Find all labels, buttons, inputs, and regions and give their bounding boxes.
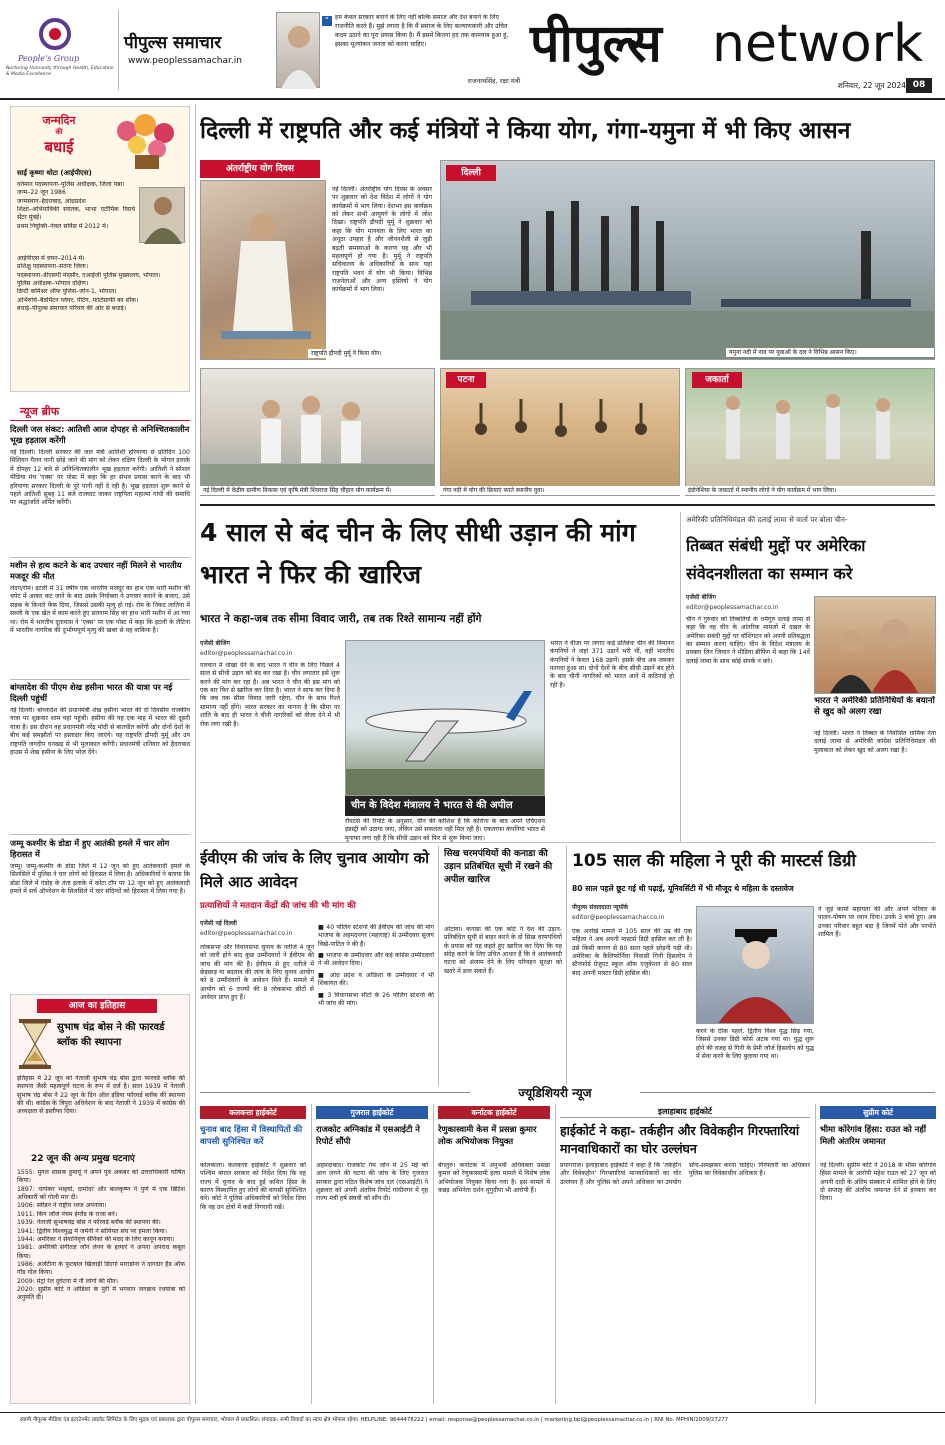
news-brief-item xyxy=(10,682,190,832)
tibet-headline: तिब्बत संबंधी मुद्दों पर अमेरिका संवेदनशीलता का सम्मान करे xyxy=(686,536,866,583)
delhi-label: दिल्ली xyxy=(446,165,496,181)
court-label: इलाहाबाद हाईकोर्ट xyxy=(560,1106,810,1118)
group-tagline: Nurturing Humanity through Health, Education & Media Excellence xyxy=(6,66,114,77)
brief-body: जम्मू। जम्मू-कश्मीर के डोडा जिले में 12 जून को हुए आतंकवादी हमले के सिलसिले में पुलिस ने चार लोगों को हिरासत में लिया है। अधिकारियों ने बताया कि डोडा जिले में गंडोह के तंता इलाके में कोटा टॉप पर 12 जून को हुए आतंकवादी हमले में सर्च ऑपरेशन के सिलसिले में चार संदिग्धों को हिरासत में लिया गया है। xyxy=(10,863,190,896)
sikh-body: ओटावा। कनाडा की एक कोर्ट ने देश की उड़ान-प्रतिबंधित सूची से बाहर करने के दो सिख चरमपंथियों के प्रयास को यह कहते हुए खारिज कर दिया कि यह संदेह करने के लिए उचित आधार हैं कि वे आतंकवादी घटना को अंजाम देने के लिए परिवहन सुरक्षा को खतरे में डाल सकते हैं। xyxy=(444,926,562,975)
birthday-details-2 xyxy=(17,255,185,314)
dalai-lama-photo xyxy=(814,596,936,694)
evm-headline: ईवीएम की जांच के लिए चुनाव आयोग को मिले आठ आवेदन xyxy=(200,849,430,891)
history-label: आज का इतिहास xyxy=(37,999,157,1013)
intl-yoga-body: नई दिल्ली। अंतर्राष्ट्रीय योग दिवस के अवसर पर शुक्रवार को देश विदेश में लोगों ने योग कार्यक्रमों में भाग लिया। देशभर इस कार्यक्रम को लेकर सभी आयुवर्ग के लोगों में जोश दिखा। राष्ट्रपति द्रौपदी मुर्मू ने शुक्रवार को कहा कि योग मानवता के लिए भारत का अनूठा उपहार है और जीवनशैली से जुड़ी बढ़ती समस्याओं के कारण यह और भी महत्वपूर्ण हो गया है। मुर्मू ने राष्ट्रपति सचिवालय के अधिकारियों के साथ यहां राष्ट्रपति भवन में योग भी किया। विभिन्न राजनेताओं और अन्य हस्तियों ने योग कार्यक्रमों में भाग लिया। xyxy=(332,186,432,294)
president-caption: राष्ट्रपति द्रौपदी मुर्मू ने किया योग। xyxy=(308,349,434,358)
hourglass-icon xyxy=(17,1017,53,1071)
quote-mark-icon: “ xyxy=(322,16,332,26)
events-list xyxy=(17,1169,185,1401)
person-icon xyxy=(277,13,321,89)
flowers-icon xyxy=(109,111,185,171)
birthday-heading-mid: की xyxy=(55,128,63,136)
birthday-line: आईपीएस में चयन–2014 में। xyxy=(17,255,85,262)
website-url[interactable]: www.peoplessamachar.in xyxy=(128,56,242,66)
china-byline: एजेंसी बीजिंग xyxy=(200,640,230,647)
title-hindi: पीपुल्स xyxy=(530,14,662,74)
footer-imprint: स्वामी पीपुल्स मीडिया एंड इंटरटेनमेंट प्राइवेट लिमिटेड के लिए मुद्रक एवं प्रकाशक द्वारा पीपुल्स समाचार, भोपाल से प्रकाशित। संपादक: सभी विवादों का न्याय क्षेत्र भोपाल रहेगा। HELPLINE: 9644478222 | email: response@peoplessamachar.co.in | marketing.bpl@peoplessamachar.co.in | RNI No. MPHIN/2009/27277 xyxy=(20,1417,729,1423)
graduate-icon xyxy=(697,907,814,1024)
brief-title: जम्मू कश्मीर के डोडा में हुए आतंकी हमले में चार लोग हिरासत में xyxy=(10,838,170,860)
woman-email[interactable]: editor@peoplessamachar.co.in xyxy=(572,914,665,921)
news-brief-label: न्यूज ब्रीफ xyxy=(20,405,60,418)
birthday-box xyxy=(10,106,190,392)
birthday-line: प्रशिक्षु पदस्थापना–सतना जिला। xyxy=(17,263,89,271)
evm-bullet: ■ भाजपा के उम्मीदवार और कई कांग्रेस उम्मीदवारों ने भी आवेदन दिया। xyxy=(318,952,434,968)
patna-label: पटना xyxy=(446,372,486,388)
birthday-line: वर्तमान पदस्थापना–पुलिस अधीक्षक, जिला पन्ना। xyxy=(17,181,125,188)
event-item: 1941: द्वितीय विश्वयुद्ध में जर्मनी ने सोवियत संघ पर हमला किया। xyxy=(17,1227,167,1235)
evm-email[interactable]: editor@peoplessamachar.co.in xyxy=(200,930,293,937)
judiciary-title: राजकोट अग्निकांड में एसआईटी ने रिपोर्ट सौंपी xyxy=(316,1124,420,1146)
quote-photo xyxy=(276,12,320,88)
china-email[interactable]: editor@peoplessamachar.co.in xyxy=(200,650,293,657)
evm-bullet-text: 3 विधानसभा सीटों के 26 पोलिंग स्टेशनों की भी जांच की मांग। xyxy=(318,991,434,1007)
boat-yoga-icon xyxy=(441,161,935,360)
woman-body-1: एक अनोखे मामले में 105 साल की उम्र की एक महिला ने अब अपनी मास्टर्स डिग्री हासिल कर ली है। उसे किसी कारण से 80 साल पहले छोड़नी पड़ी थी। अमेरिका के कैलिफोर्निया निवासी गिनी हिसलोप ने स्टैनफोर्ड ग्रेजुएट स्कूल ऑफ एजुकेशन से 80 साल बाद अपनी मास्टर डिग्री हासिल की। xyxy=(572,928,692,977)
judiciary-body: नई दिल्ली। सुप्रीम कोर्ट ने 2018 के भीमा कोरेगांव हिंसा मामले के आरोपी महेश राउत को 27 जून को अपनी दादी के अंतिम संस्कार में शामिल होने के लिए दो सप्ताह की अंतरिम जमानत देने से इनकार कर दिया। xyxy=(820,1162,936,1203)
news-brief-item xyxy=(10,838,190,988)
evm-bullet: ■ 3 विधानसभा सीटों के 26 पोलिंग स्टेशनों की भी जांच की मांग। xyxy=(318,991,434,1007)
court-tag: कलकत्ता हाईकोर्ट xyxy=(200,1106,306,1119)
tibet-email[interactable]: editor@peoplessamachar.co.in xyxy=(686,604,779,611)
birthday-line: बधाई–पीपुल्स समाचार परिवार की ओर से बधाई। xyxy=(17,305,127,313)
evm-bullet-text: 40 पोलिंग स्टेशनों की ईवीएम की जांच की मांग भाजपा के अहमदनगर (महाराष्ट्र) से उम्मीदवार सुजय विखे-पाटिल ने की है। xyxy=(318,924,434,948)
woman-headline: 105 साल की महिला ने पूरी की मास्टर्स डिग्री xyxy=(572,851,856,871)
event-item: 1939: नेताजी सुभाषचंद्र बोस ने फॉरवर्ड ब्लॉक की स्थापना की। xyxy=(17,1219,161,1227)
event-item: 1555: मुगल शासक हुमायूं ने अपने पुत्र अकबर को उत्तराधिकारी घोषित किया। xyxy=(17,1169,185,1185)
delhi-boat-photo xyxy=(440,160,935,360)
judiciary-title: भीमा कोरेगांव हिंसा: राउत को नहीं मिली अंतरिम जमानत xyxy=(820,1124,926,1146)
evm-body: लोकसभा और विधानसभा चुनाव के नतीजे 4 जून को जारी होने बाद कुछ उम्मीदवारों ने ईवीएम की जांच की मांग की है। ईवीएम से हुए नतीजे में छेड़छाड़ या बदलाव की जांच के लिए चुनाव आयोग को 8 उम्मीदवारों के आवेदन मिले हैं। मामले में आयोग को 6 राज्यों की 8 लोकसभा सीटों से आवेदन प्राप्त हुए हैं। xyxy=(200,944,314,1002)
airplane-icon xyxy=(346,641,545,796)
events-title: 22 जून की अन्य प्रमुख घटनाएं xyxy=(31,1154,135,1164)
court-tag: गुजरात हाईकोर्ट xyxy=(316,1106,428,1119)
birthday-line: शिक्षा–अभियांत्रिकी स्नातक, भाभा एटॉमिक रिसर्च सेंटर मुंबई। xyxy=(17,206,135,222)
evm-bullet: ■ आंध्र प्रदेश व ओडिशा के उम्मीदवार ने भी शिकायत की। xyxy=(318,971,434,988)
sikh-headline: सिख चरमपंथियों की कनाडा की उड़ान प्रतिबंधित सूची में रखने की अपील खारिज xyxy=(444,849,553,886)
history-box xyxy=(10,994,190,1404)
event-item: 1906: स्वीडन ने राष्ट्रीय ध्वज अपनाया। xyxy=(17,1202,107,1210)
china-subhead: भारत ने कहा-जब तक सीमा विवाद जारी, तब तक रिश्ते सामान्य नहीं होंगे xyxy=(200,613,482,625)
quote-author: राजनाथसिंह, रक्षा मंत्री xyxy=(467,77,520,85)
group-logo-icon xyxy=(30,14,80,54)
birthday-name: साईं कृष्णा थोटा (आईपीएस) xyxy=(17,169,92,177)
title-network: network xyxy=(712,14,924,74)
birthday-line: प्रथम नियुक्ति–नेवल सर्विस में 2012 में। xyxy=(17,222,109,230)
woman-subhead: 80 साल पहले छूट गई थी पढ़ाई, यूनिवर्सिटी में भी मौजूद थे महिला के दस्तावेज xyxy=(572,884,794,893)
evm-subhead: प्रत्याशियों ने मतदान केंद्रों की जांच की भी मांग की xyxy=(200,901,356,911)
river-yoga-icon xyxy=(441,369,680,496)
judiciary-body: बेंगलुरु। कर्नाटक में अनुभवी अधिवक्ता प्रसन्ना कुमार को रेणुकास्वामी हत्या मामले में विशेष लोक अभियोजक नियुक्त किया गया है। इस मामले में कन्नड़ अभिनेता दर्शन थूगुदीपा भी आरोपी हैं। xyxy=(438,1162,550,1195)
masthead xyxy=(0,0,945,100)
tibet-photo-caption: भारत ने अमेरिकी प्रतिनिधियों के बयानों से खुद को अलग रखा xyxy=(814,696,935,718)
judiciary-body: प्रयागराज। इलाहाबाद हाईकोर्ट ने कहा है कि 'तर्कहीन और विवेकहीन' गिरफ्तारियां मानवाधिकारों का घोर उल्लंघन हैं और पुलिस को अपने अधिकार का उपयोग सोच-समझकर करना चाहिए। गिरफ्तारी का अधिकार पुलिस का विवेकाधीन अधिकार है। xyxy=(560,1162,810,1186)
tibet-byline: एजेंसी बीजिंग xyxy=(686,594,716,601)
event-item: 2020: सुप्रीम कोर्ट ने ओडिशा के पुरी में भगवान जगन्नाथ रथयात्रा को अनुमति दी। xyxy=(17,1286,185,1302)
birthday-heading xyxy=(19,113,99,157)
history-title: सुभाष चंद्र बोस ने की फारवर्ड ब्लॉक की स्थापना xyxy=(57,1022,165,1048)
birthday-line: डिप्टी कमिश्नर ऑफ पुलिस–जोन-1, भोपाल। xyxy=(17,288,117,296)
news-brief-item xyxy=(10,560,190,678)
birthday-heading-top: जन्मदिन xyxy=(42,114,76,127)
event-item: 1944: अमेरिका ने सेवानिवृत्त सैनिकों की मदद के लिए कानून बनाया। xyxy=(17,1235,175,1243)
brief-body: नई दिल्ली। बांग्लादेश की प्रधानमंत्री शेख हसीना भारत की दो दिवसीय राजकीय यात्रा पर शुक्रवार शाम यहां पहुंचीं। हसीना की यह एक माह में भारत की दूसरी यात्रा है। इस दौरान वह प्रधानमंत्री नरेंद्र मोदी से बातचीत करेंगी और दोनों देशों के बीच कई समझौतों पर हस्ताक्षर किए जाएंगे। वह राष्ट्रपति द्रौपदी मुर्मू और उप राष्ट्रपति जगदीप धनखड़ से भी मुलाकात करेंगी। प्रधानमंत्री शनिवार को हैदराबाद हाउस में शेख हसीना के लिए भोज देंगे। xyxy=(10,707,190,756)
brief-title: बांग्लादेश की पीएम शेख हसीना भारत की यात्रा पर नई दिल्ली पहुंचीं xyxy=(10,682,173,704)
evm-bullets xyxy=(318,924,434,1084)
officer-photo xyxy=(139,187,185,243)
birthday-heading-bottom: बधाई xyxy=(44,138,74,156)
china-body-2: रॉयटर्स की रिपोर्ट के अनुसार, चीन की कोशिश है कि कोरोना के बाद अपने एविएशन इंडस्ट्री को उठाया जाए, लेकिन उसे सफलता नहीं मिल रही है। एकतरफा कंपनियां भारत से मुनाफा लगा रही हैं कि सीधी उड़ान को फिर से शुरू किया जाए। xyxy=(345,818,545,842)
graduate-photo xyxy=(696,906,814,1024)
outdoor-yoga-icon xyxy=(686,369,935,496)
quote-text: हम केवल सरकार बनाने के लिए नहीं बल्कि समाज और देश बनाने के लिए राजनीति करते हैं। मुझे लगता है कि मैं समाज के लिए कल्याणकारी और उचित कदम उठाने का पूरा प्रयास किया है। मैं इसमें कितना हद तक कामयाब हुआ हूं, इसका मूल्यांकन जनता को करना चाहिए। xyxy=(335,14,509,48)
judiciary-title: हाईकोर्ट ने कहा- तर्कहीन और विवेकहीन गिरफ्तारियां मानवाधिकारों का घोर उल्लंघन xyxy=(560,1123,800,1157)
brief-title: मशीन से हाथ कटने के बाद उपचार नहीं मिलने से भारतीय मजदूर की मौत xyxy=(10,560,182,582)
china-photo-caption: चीन के विदेश मंत्रालय ने भारत से की अपील xyxy=(345,796,545,816)
judiciary-title: चुनाव बाद हिंसा में विस्थापितों की वापसी सुनिश्चित करें xyxy=(200,1124,303,1146)
patna-caption: गंगा नदी में योग की क्रियाएं करते स्थानीय युवा। xyxy=(440,486,680,495)
president-yoga-photo xyxy=(200,180,326,360)
yoga-pose-icon xyxy=(201,181,326,360)
event-item: 1897: चापेकर भाइयों, दामोदर और बालकृष्ण ने पुणे में एक ब्रिटिश अधिकारी को गोली मार दी। xyxy=(17,1185,185,1202)
issue-date: शनिवार, 22 जून 2024 xyxy=(837,81,906,90)
yoga-headline: दिल्ली में राष्ट्रपति और कई मंत्रियों ने किया योग, गंगा-यमुना में भी किए आसन xyxy=(200,118,851,144)
china-body-3: भारत ने वीजा पर लगाए कड़े प्रतिबंधः चीन की विमानन कंपनियों ने जहां 371 उड़ानें भरी थीं, वहीं भारतीय कंपनियों ने केवल 168 उड़ानें। इसके बीच अब जमकर फायदा हुआ था। दोनों देशों के बीच सीधी उड़ानें बंद होने के बाद चीनी नागरिकों को भारत आने में कठिनाई हो रही है। xyxy=(550,640,674,689)
judiciary-title: रेणुकास्वामी केस में प्रसन्ना कुमार लोक अभियोजक नियुक्त xyxy=(438,1124,537,1146)
paper-name: पीपुल्स समाचार xyxy=(124,33,222,53)
brief-body: लंदन/रोम। इटली में 31 वर्षीय एक भारतीय मजदूर का हाथ एक भारी मशीन की चपेट में आकर कट जाने के बाद उसके नियोक्ता ने उपचार कराने के बजाए, उसे सड़क के किनारे फेंक दिया, जिससे उसकी मृत्यु हो गई। रोम के निकट लातिना में सब्जी के एक खेत में काम करते हुए सतनाम सिंह का हाथ भारी मशीन में आ गया था। रोम में भारतीय दूतावास ने 'एक्स' पर एक पोस्ट में कहा कि इटली के लैटिना में भारतीय नागरिक की दुर्भाग्यपूर्ण मृत्यु की खबर से वह वाकिफ है। xyxy=(10,585,190,634)
evm-bullet-text: भाजपा के उम्मीदवार और कई कांग्रेस उम्मीदवारों ने भी आवेदन दिया। xyxy=(318,952,434,968)
woman-body-3: ने जुड़े कामों सहायता की और अपने परिवार के पालन-पोषण पर ध्यान दिया। उनके 3 बच्चे हुए। अब उनका परिवार बहुत बड़ा है जिनमें पोते और परपोते शामिल हैं। xyxy=(818,906,936,939)
birthday-details-1 xyxy=(17,181,135,231)
court-tag: सुप्रीम कोर्ट xyxy=(820,1106,936,1119)
birthday-line: जन्मस्थान–हैदराबाद, आंध्रप्रदेश xyxy=(17,197,86,205)
evm-bullet: ■ 40 पोलिंग स्टेशनों की ईवीएम की जांच की मांग भाजपा के अहमदनगर (महाराष्ट्र) से उम्मीदवार सुजय विखे-पाटिल ने की है। xyxy=(318,924,434,948)
evm-byline: एजेंसी नई दिल्ली xyxy=(200,920,237,927)
person-icon xyxy=(815,597,936,694)
brief-body: नई दिल्ली। दिल्ली सरकार की जल मंत्री आतिशी हरियाणा से प्रतिदिन 100 मिलियन गैलन पानी छोड़े जाने की मांग को लेकर दक्षिण दिल्ली के भोगल इलाके में दोपहर 12 बजे से अनिश्चितकालीन भूख हड़ताल करेंगी। आतिशी ने सोशल मीडिया मंच 'एक्स' पर पोस्ट में कहा कि हर संभव प्रयास करने के बाद भी हरियाणा सरकार दिल्ली के पूरे पानी नहीं दे रही है। भूख हड़ताल शुरू करने से पहले आतिशी सुबह 11 बजे राजघाट जाकर राष्ट्रपिता महात्मा गांधी की समाधि पर श्रद्धांजलि अर्पित करेंगी। xyxy=(10,449,190,507)
event-item: 2009: मेट्रो रेल दुर्घटना में नौ लोगों की मौत। xyxy=(17,1277,118,1285)
minister-yoga-photo xyxy=(200,368,435,496)
news-brief-item xyxy=(10,424,190,556)
delhi-caption: यमुना नदी में नाव पर युवाओं के दल ने विभिन्न आसन किए। xyxy=(726,348,934,357)
group-name: People's Group xyxy=(18,54,80,63)
event-item: 1981: अमेरिकी संगीतज्ञ जॉन लेनन के हत्यारे ने अपना अपराध कबूल किया। xyxy=(17,1244,185,1260)
court-tag: कर्नाटक हाईकोर्ट xyxy=(438,1106,550,1119)
judiciary-label: ज्यूडिशियरी न्यूज xyxy=(470,1084,640,1101)
woman-byline: पीपुल्स संवाददाता न्यूयॉर्क xyxy=(572,904,629,911)
evm-bullet-text: आंध्र प्रदेश व ओडिशा के उम्मीदवार ने भी शिकायत की। xyxy=(318,971,434,988)
minister-caption: नई दिल्ली में केंद्रीय ग्रामीण विकास एवं कृषि मंत्री शिवराज सिंह चौहान योग कार्यक्रम में। xyxy=(200,486,435,495)
tibet-side-body: नई दिल्ली। भारत ने तिब्बत के निर्वासित धार्मिक नेता दलाई लामा से अमेरिकी कांग्रेस प्रतिनिधिमंडल की मुलाकात को लेकर खुद को अलग रखा है। xyxy=(814,730,936,754)
china-headline: 4 साल से बंद चीन के लिए सीधी उड़ान की मांग भारत ने फिर की खारिज xyxy=(200,518,636,589)
history-body: इतिहास में 22 जून को नेताजी सुभाष चंद्र बोस द्वारा फारवर्ड ब्लॉक की स्थापना जैसी महत्वपूर्ण घटना के रूप में दर्ज है। साल 1939 में नेताजी सुभाष चंद्र बोस ने 22 जून के दिन ऑल इंडिया फॉरवर्ड ब्लॉक की स्थापना की थी। कांग्रेस के त्रिपुरा अधिवेशन के बाद नेताजी ने 1939 में कांग्रेस की अध्यक्षता से इस्तीफा दिया। xyxy=(17,1075,185,1116)
event-item: 1911: किंग जॉर्ज पंचम इंग्लैंड के राजा बने। xyxy=(17,1210,118,1218)
woman-body-2: करने के ठीक पहले, द्वितीय विश्व युद्ध छिड़ गया, जिससे उनका डिग्री कोर्स अटक गया था। युद्ध शुरू होने की वजह से गिनी के प्रेमी जॉर्ज हिसलोप को युद्ध में सेवा करने के लिए बुलाया गया था। xyxy=(696,1028,814,1061)
airplane-photo xyxy=(345,640,545,796)
china-body-1: गलवान में धोखा देने के बाद भारत ने चीन के लिए पिछले 4 साल से सीधी उड़ान को बंद कर रखा है। चीन लगातार इसे शुरू करने की मांग कर रहा है। अब भारत ने चीन की इस मांग को एक बार फिर से खारिज कर दिया है। भारत ने साफ कर दिया है कि जब तक सीमा विवाद जारी रहेगा, चीन के साथ रिश्ते सामान्य नहीं होंगे। भारत सरकार का मानना है कि सीमा पर शांति के बाद ही भारत ने चीनी नागरिकों को वीजा देने में भी रोक लगा रखी है। xyxy=(200,662,340,728)
birthday-line: अभिरुचि–बैडमिंटन प्लेयर, पेंटिंग, फोटोग्राफी का शौक। xyxy=(17,296,139,304)
judiciary-body: अहमदाबाद। राजकोट गेम जोन में 25 मई को आग लगने की घटना की जांच के लिए गुजरात सरकार द्वारा गठित विशेष जांच दल (एसआईटी) ने शुक्रवार को अपनी अंतरिम रिपोर्ट गांधीनगर में गृह राज्य मंत्री हर्ष संघवी को सौंप दी। xyxy=(316,1162,428,1203)
intl-yoga-label: अंतर्राष्ट्रीय योग दिवस xyxy=(200,160,320,178)
brief-title: दिल्ली जल संकट: आतिशी आज दोपहर से अनिश्चितकालीन भूख हड़ताल करेंगी xyxy=(10,424,190,446)
jakarta-label: जकार्ता xyxy=(692,372,742,388)
event-item: 1986: अर्जेंटीना के फुटबाल खिलाड़ी डिएगो माराडोना ने दागदार हैंड ऑफ गॉड गोल किया। xyxy=(17,1260,185,1277)
peoples-group-logo xyxy=(30,14,80,54)
tibet-body: चीन ने गुरुवार को तिब्बतियों के धर्मगुरु दलाई लामा से कहा कि वह चीन के आंतरिक मामलों में दखल के अमेरिका सबंधी मुद्दों पर वॉशिंगटन को अपनी प्रतिबद्धता का सम्मान करना चाहिए। चीन के विदेश मंत्रालय के प्रवक्ता लिन जियान ने मीडिया ब्रीफिंग में कहा कि 14वें दलाई लामा के साथ कोई संपर्क न करे। xyxy=(686,616,810,665)
jakarta-caption: इंडोनेशिया के जकार्ता में स्थानीय लोगों ने योग कार्यक्रम में भाग लिया। xyxy=(685,486,935,495)
tibet-kicker: अमेरिकी प्रतिनिधिमंडल की दलाई लामा से वार्ता पर बोला चीन- xyxy=(686,515,848,524)
birthday-line: पुलिस अधीक्षक–भोपाल दक्षिण। xyxy=(17,280,89,288)
group-yoga-icon xyxy=(201,369,435,496)
birthday-line: जन्म–22 जून 1986 xyxy=(17,189,66,197)
person-icon xyxy=(140,188,186,244)
page-number: 08 xyxy=(906,78,932,93)
judiciary-body: कोलकाता। कलकत्ता हाईकोर्ट ने शुक्रवार को पश्चिम बंगाल सरकार को निर्देश दिया कि वह राज्य में चुनाव के बाद हुई कथित हिंसा के कारण विस्थापित हुए लोगों की वापसी सुनिश्चित करे। कोर्ट ने पुलिस अधिकारियों को निर्देश दिया कि वह उन क्षेत्रों में कड़ी निगरानी रखें। xyxy=(200,1162,306,1211)
birthday-line: पदस्थापना–डीएसपी मंदसौर, एआईजी पुलिस मुख्यालय, भोपाल। xyxy=(17,271,161,279)
